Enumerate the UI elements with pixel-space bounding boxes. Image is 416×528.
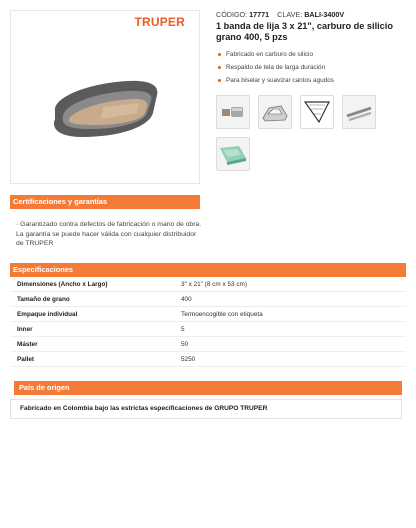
clave-value: BALI-3400V — [304, 10, 345, 19]
thumbnail-4[interactable] — [342, 95, 376, 129]
spec-label: Tamaño de grano — [10, 292, 174, 307]
origin-header: País de origen — [14, 381, 402, 395]
bullet-icon — [218, 53, 221, 56]
certifications-header: Certificaciones y garantías — [10, 195, 200, 209]
specifications-table — [10, 277, 406, 367]
origin-text: Fabricado en Colombia bajo las estrictas especificaciones de GRUPO TRUPER — [10, 399, 402, 419]
table-row — [10, 322, 406, 337]
specifications-header: Especificaciones — [10, 263, 406, 277]
product-title: 1 banda de lija 3 x 21", carburo de silicio grano 400, 5 pzs — [216, 21, 393, 42]
sanding-belt-image — [49, 73, 161, 143]
wood-corner-icon — [301, 96, 333, 128]
product-image-panel — [10, 10, 200, 184]
table-row — [10, 292, 406, 307]
feature-item — [218, 74, 334, 87]
sanded-board-icon — [217, 138, 249, 170]
table-row — [10, 307, 406, 322]
spec-label: Pallet — [10, 352, 174, 367]
feature-list — [218, 48, 334, 87]
feature-text: Respaldo de tela de larga duración — [226, 64, 326, 71]
thumbnail-1[interactable] — [216, 95, 250, 129]
thumbnail-5[interactable] — [216, 137, 250, 171]
truper-logo: TRUPER — [134, 15, 185, 29]
bullet-icon — [218, 66, 221, 69]
table-row — [10, 337, 406, 352]
metal-bars-icon — [343, 96, 375, 128]
spec-value: 5250 — [174, 352, 406, 367]
feature-item — [218, 61, 334, 74]
feature-item — [218, 48, 334, 61]
product-code-line — [216, 10, 344, 19]
spec-label: Dimensiones (Ancho x Largo) — [10, 277, 174, 292]
spec-value: 50 — [174, 337, 406, 352]
thumbnail-2[interactable] — [258, 95, 292, 129]
code-value: 17771 — [249, 10, 270, 19]
spec-value: 3" x 21" (8 cm x 53 cm) — [174, 277, 406, 292]
thumbnail-3[interactable] — [300, 95, 334, 129]
spec-label: Máster — [10, 337, 174, 352]
spec-value: Termoencogible con etiqueta — [174, 307, 406, 322]
table-row — [10, 277, 406, 292]
sander-icon — [259, 96, 291, 128]
guarantee-text: · Garantizado contra defectos de fabricación o mano de obra. La garantía se puede hacer válida con cualquier distribuidor de TRUPER — [16, 221, 202, 247]
sanding-tool-icon — [217, 96, 249, 128]
spec-value: 5 — [174, 322, 406, 337]
code-label: CÓDIGO: — [216, 10, 248, 19]
spec-label: Empaque individual — [10, 307, 174, 322]
table-row — [10, 352, 406, 367]
clave-label: CLAVE: — [277, 10, 303, 19]
spec-value: 400 — [174, 292, 406, 307]
feature-text: Para biselar y suavizar cantos agudos — [226, 77, 334, 84]
spec-label: Inner — [10, 322, 174, 337]
feature-text: Fabricado en carburo de silicio — [226, 51, 314, 58]
bullet-icon — [218, 79, 221, 82]
